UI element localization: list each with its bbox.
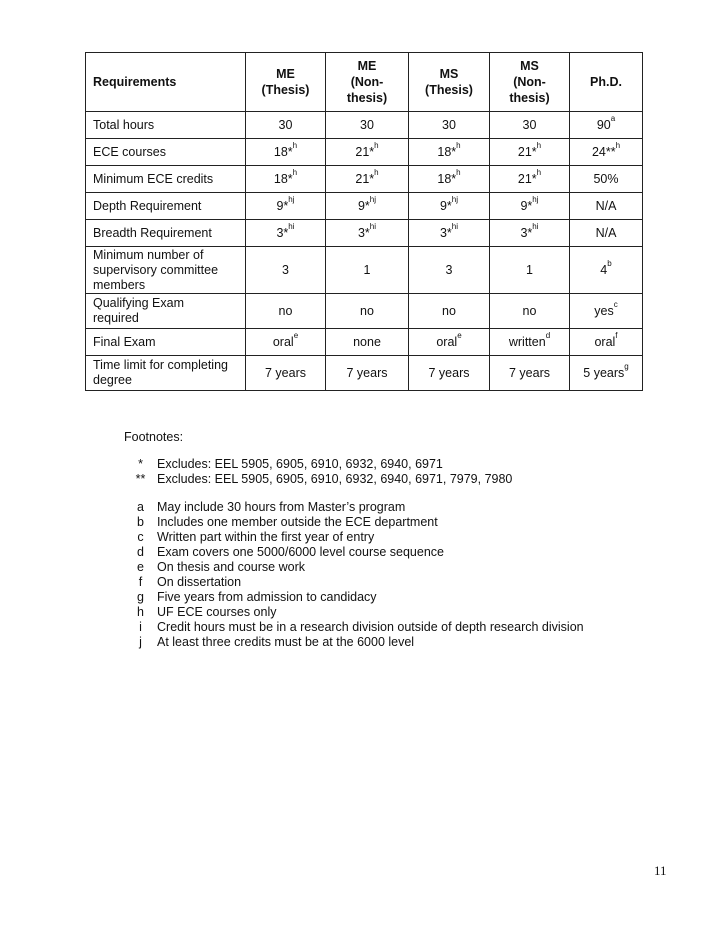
cell-value: 3* xyxy=(357,226,370,240)
page-number: 11 xyxy=(654,863,667,878)
footnote-text: Excludes: EEL 5905, 6905, 6910, 6932, 6940, 6971 xyxy=(157,457,443,471)
cell-value: 3 xyxy=(445,263,453,277)
table-cell xyxy=(409,112,490,139)
footnote-key: j xyxy=(139,635,142,649)
footnote-marker: c xyxy=(613,300,618,309)
table-cell xyxy=(326,329,409,356)
cell-value: 21* xyxy=(355,145,375,159)
footnote-key: * xyxy=(138,457,143,471)
row-label: Breadth Requirement xyxy=(86,220,246,247)
cell-value: oral xyxy=(594,335,616,349)
cell-value: no xyxy=(442,304,456,318)
footnote-item xyxy=(124,472,584,487)
footnote-text: UF ECE courses only xyxy=(157,605,277,619)
footnote-marker: h xyxy=(456,141,461,150)
footnote-marker: h xyxy=(374,168,379,177)
footnote-text: At least three credits must be at the 6000 level xyxy=(157,635,415,649)
header-line: (Non- xyxy=(350,75,384,89)
header-line: MS xyxy=(520,59,539,73)
cell-value: 30 xyxy=(522,118,537,132)
footnote-item xyxy=(124,530,584,545)
header-line: ME xyxy=(276,67,295,81)
footnote-key: c xyxy=(137,530,144,544)
footnote-key: g xyxy=(137,590,144,604)
footnote-text: Written part within the first year of entry xyxy=(157,530,375,544)
footnote-marker: hi xyxy=(532,222,539,231)
footnote-marker: h xyxy=(456,168,461,177)
table-cell xyxy=(490,356,570,391)
footnote-key: ** xyxy=(135,472,146,486)
header-line: MS xyxy=(439,67,459,81)
footnote-item xyxy=(124,590,584,605)
cell-value: 9* xyxy=(439,199,452,213)
footnote-item xyxy=(124,545,584,560)
table-row xyxy=(86,112,643,139)
table-cell xyxy=(490,247,570,294)
cell-value: 7 years xyxy=(265,366,306,380)
cell-value: 9* xyxy=(276,199,289,213)
footnote-marker: h xyxy=(536,141,542,150)
footnote-marker: hj xyxy=(451,195,459,204)
table-cell xyxy=(570,193,643,220)
header-phd: Ph.D. xyxy=(570,53,643,112)
cell-value: 21* xyxy=(355,172,375,186)
table-cell xyxy=(409,329,490,356)
footnote-marker: e xyxy=(457,331,462,340)
table-cell xyxy=(570,329,643,356)
cell-value: 9* xyxy=(520,199,533,213)
footnote-marker: b xyxy=(607,259,612,268)
table-cell xyxy=(490,220,570,247)
footnote-marker: d xyxy=(545,331,551,340)
footnote-text: Excludes: EEL 5905, 6905, 6910, 6932, 6940, 6971, 7979, 7980 xyxy=(157,472,513,486)
row-label-line: members xyxy=(93,277,146,292)
table-header-row xyxy=(86,53,643,112)
table-cell xyxy=(326,112,409,139)
table-cell xyxy=(570,220,643,247)
cell-value: 30 xyxy=(360,118,374,132)
header-ms-nonthesis xyxy=(490,53,570,112)
header-requirements: Requirements xyxy=(86,53,246,112)
cell-value: 3* xyxy=(439,226,452,240)
cell-value: 3 xyxy=(282,263,289,277)
table-cell xyxy=(490,329,570,356)
footnote-text: Includes one member outside the ECE department xyxy=(157,515,438,529)
row-label: Minimum ECE credits xyxy=(86,166,246,193)
table-cell xyxy=(409,247,490,294)
footnote-text: On thesis and course work xyxy=(157,560,305,574)
header-line: (Thesis) xyxy=(425,83,473,97)
cell-value: oral xyxy=(436,335,458,349)
table-row xyxy=(86,294,643,329)
table-cell xyxy=(246,112,326,139)
row-label-line: required xyxy=(93,311,139,325)
footnote-marker: h xyxy=(615,141,621,150)
row-label: ECE courses xyxy=(86,139,246,166)
row-label-line: Minimum number of xyxy=(93,247,204,262)
table-cell xyxy=(570,112,643,139)
table-row xyxy=(86,329,643,356)
footnote-marker: hi xyxy=(451,222,459,231)
footnote-text: On dissertation xyxy=(157,575,242,589)
table-body xyxy=(86,112,643,391)
row-label: Final Exam xyxy=(86,329,246,356)
row-label: Depth Requirement xyxy=(86,193,246,220)
footnote-key: h xyxy=(137,605,144,619)
table-cell xyxy=(570,356,643,391)
cell-value: 18* xyxy=(437,145,457,159)
cell-value: no xyxy=(278,304,293,318)
footnote-key: f xyxy=(138,575,143,589)
cell-value: 7 years xyxy=(509,366,550,380)
cell-value: N/A xyxy=(595,226,617,240)
row-label-line: Qualifying Exam xyxy=(93,296,185,310)
header-line: thesis) xyxy=(509,91,550,105)
cell-value: oral xyxy=(272,335,294,349)
footnote-marker: e xyxy=(293,331,299,340)
footnote-key: b xyxy=(137,515,144,529)
footnote-item xyxy=(124,457,584,472)
requirements-table xyxy=(85,52,643,391)
footnote-marker: a xyxy=(610,114,616,123)
footnote-marker: hi xyxy=(369,222,377,231)
row-label xyxy=(86,356,246,391)
cell-value: 1 xyxy=(526,263,533,277)
footnote-key: d xyxy=(137,545,144,559)
footnote-marker: hi xyxy=(288,222,295,231)
table-cell xyxy=(246,166,326,193)
table-cell xyxy=(326,193,409,220)
cell-value: 24** xyxy=(591,145,616,159)
table-row xyxy=(86,356,643,391)
table-cell xyxy=(246,247,326,294)
footnotes-section xyxy=(124,430,584,650)
cell-value: 18* xyxy=(273,172,293,186)
table-cell xyxy=(409,166,490,193)
footnote-item xyxy=(124,515,584,530)
header-line: (Non- xyxy=(513,75,546,89)
table-cell xyxy=(246,329,326,356)
table-cell xyxy=(409,356,490,391)
cell-value: 3* xyxy=(276,226,289,240)
footnote-marker: h xyxy=(536,168,542,177)
table-row xyxy=(86,220,643,247)
row-label-line: degree xyxy=(93,373,132,387)
footnote-text: Credit hours must be in a research division outside of depth research division xyxy=(157,620,584,634)
footnote-marker: hj xyxy=(532,195,539,204)
header-line: (Thesis) xyxy=(261,83,310,97)
table-row xyxy=(86,166,643,193)
footnote-marker: hj xyxy=(369,195,377,204)
star-footnotes xyxy=(124,457,584,487)
table-cell xyxy=(246,356,326,391)
cell-value: no xyxy=(522,304,537,318)
cell-value: 7 years xyxy=(346,366,388,380)
header-line: ME xyxy=(357,59,377,73)
table-cell xyxy=(570,139,643,166)
table-row xyxy=(86,139,643,166)
header-me-nonthesis xyxy=(326,53,409,112)
table-cell xyxy=(246,220,326,247)
row-label xyxy=(86,247,246,294)
cell-value: 18* xyxy=(273,145,293,159)
table-cell xyxy=(490,139,570,166)
cell-value: 30 xyxy=(278,118,293,132)
cell-value: 4 xyxy=(600,263,608,277)
cell-value: no xyxy=(360,304,374,318)
footnote-marker: g xyxy=(624,362,629,371)
header-ms-thesis xyxy=(409,53,490,112)
header-me-thesis xyxy=(246,53,326,112)
footnote-marker: hj xyxy=(288,195,295,204)
footnote-item xyxy=(124,560,584,575)
table-cell xyxy=(246,193,326,220)
table-row xyxy=(86,193,643,220)
cell-value: 50% xyxy=(593,172,619,186)
cell-value: 1 xyxy=(363,263,371,277)
cell-value: 21* xyxy=(517,145,537,159)
table-cell xyxy=(570,166,643,193)
footnote-item xyxy=(124,605,584,620)
cell-value: 7 years xyxy=(428,366,470,380)
row-label: Total hours xyxy=(86,112,246,139)
letter-footnotes xyxy=(124,500,584,650)
footnote-item xyxy=(124,635,584,650)
row-label xyxy=(86,294,246,329)
table-cell xyxy=(246,294,326,329)
cell-value: 3* xyxy=(520,226,533,240)
footnote-marker: h xyxy=(292,141,298,150)
cell-value: 5 years xyxy=(583,366,625,380)
row-label-line: supervisory committee xyxy=(93,262,219,277)
table-cell xyxy=(326,139,409,166)
table-cell xyxy=(490,112,570,139)
table-cell xyxy=(326,356,409,391)
table-cell xyxy=(326,166,409,193)
header-line: thesis) xyxy=(346,91,388,105)
cell-value: 21* xyxy=(517,172,537,186)
table-row xyxy=(86,247,643,294)
table-cell xyxy=(409,139,490,166)
cell-value: written xyxy=(508,335,546,349)
footnote-key: a xyxy=(137,500,144,514)
footnote-text: Five years from admission to candidacy xyxy=(157,590,377,604)
table-cell xyxy=(570,247,643,294)
cell-value: N/A xyxy=(595,199,617,213)
cell-value: 18* xyxy=(437,172,457,186)
footnote-key: i xyxy=(139,620,142,634)
table-cell xyxy=(326,294,409,329)
cell-value: 9* xyxy=(357,199,370,213)
cell-value: 90 xyxy=(596,118,611,132)
table-cell xyxy=(326,247,409,294)
table-cell xyxy=(570,294,643,329)
table-cell xyxy=(490,294,570,329)
cell-value: yes xyxy=(594,304,614,318)
table-cell xyxy=(490,193,570,220)
footnote-item xyxy=(124,500,584,515)
table-cell xyxy=(409,220,490,247)
footnote-text: Exam covers one 5000/6000 level course sequence xyxy=(157,545,444,559)
footnote-marker: f xyxy=(615,331,618,340)
table-cell xyxy=(490,166,570,193)
footnote-marker: h xyxy=(292,168,298,177)
footnote-key: e xyxy=(137,560,144,574)
footnote-text: May include 30 hours from Master’s program xyxy=(157,500,406,514)
table-cell xyxy=(409,294,490,329)
footnote-item xyxy=(124,575,584,590)
footnote-item xyxy=(124,620,584,635)
cell-value: none xyxy=(353,335,381,349)
footnotes-title: Footnotes: xyxy=(124,430,184,444)
footnote-marker: h xyxy=(374,141,379,150)
row-label-line: Time limit for completing xyxy=(93,358,228,372)
cell-value: 30 xyxy=(442,118,456,132)
table-cell xyxy=(409,193,490,220)
table-cell xyxy=(246,139,326,166)
table-cell xyxy=(326,220,409,247)
